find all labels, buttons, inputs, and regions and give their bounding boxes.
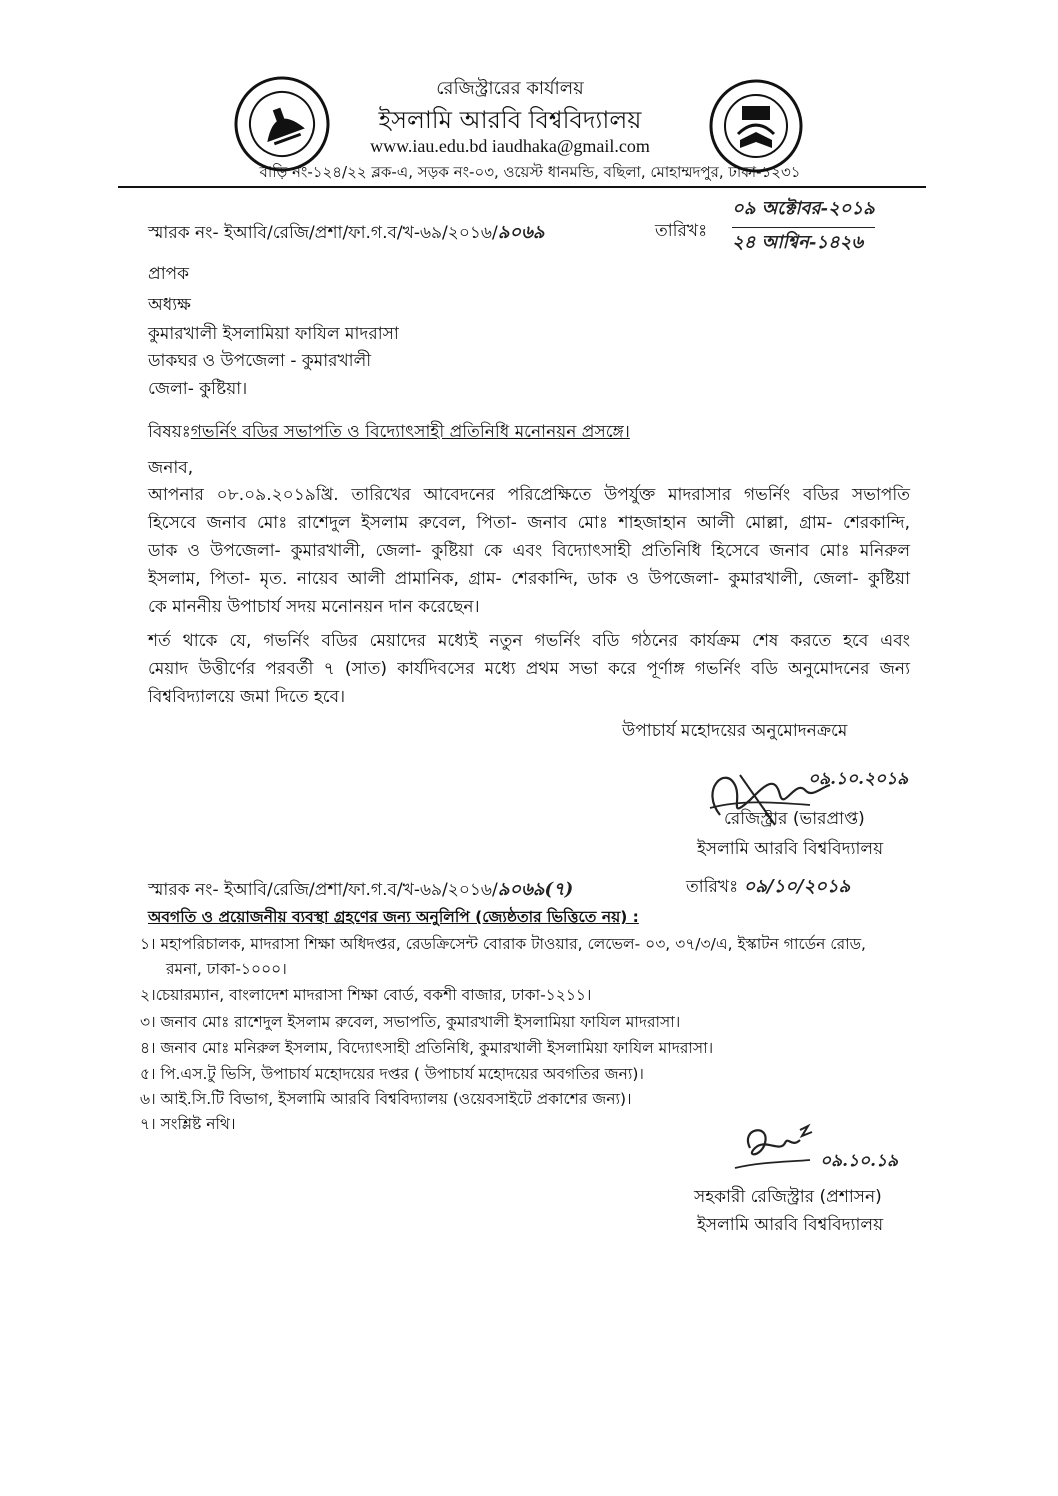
copy-ref-number: ৯০৬৯(৭) [497,879,574,900]
paragraph-line: আপনার ০৮.০৯.২০১৯খ্রি. তারিখের আবেদনের পরিপ্রেক্ষিতে উপর্যুক্ত মাদরাসার গভর্নিং বডির সভাপতি [148,485,910,505]
copy-heading: অবগতি ও প্রয়োজনীয় ব্যবস্থা গ্রহণের জন্য অনুলিপি (জ্যেষ্ঠতার ভিত্তিতে নয়) : [148,908,639,926]
copy-item: ৬। আই.সি.টি বিভাগ, ইসলামি আরবি বিশ্ববিদ্যালয় (ওয়েবসাইটে প্রকাশের জন্য)। [140,1090,632,1108]
memo-ref-number: ৯০৬৯ [497,222,545,243]
recipient-district: জেলা- কুষ্টিয়া। [148,379,248,399]
memo-ref-label: স্মারক নং- ইআবি/রেজি/প্রশা/ফা.গ.ব/খ-৬৯/২০১৬/ [148,223,498,243]
subject-line [148,419,630,447]
memo-date-bangla: ২৪ আশ্বিন-১৪২৬ [732,232,864,253]
subject-label: বিষয়ঃ [148,422,191,442]
registrar-signature-date: ০৯.১০.২০১৯ [808,769,909,789]
copy-item: ২।চেয়ারম্যান, বাংলাদেশ মাদরাসা শিক্ষা বোর্ড, বকশী বাজার, ঢাকা-১২১১। [140,986,592,1004]
assistant-registrar-signature-date: ০৯.১০.১৯ [820,1151,899,1171]
assistant-registrar-title: সহকারী রেজিস্ট্রার (প্রশাসন) [694,1187,882,1207]
memo-reference [148,218,544,249]
recipient-post: ডাকঘর ও উপজেলা - কুমারখালী [148,351,372,371]
paragraph-line: ইসলাম, পিতা- মৃত. নায়েব আলী প্রামানিক, গ্রাম- শেরকান্দি, ডাক ও উপজেলা- কুমারখালী, জেলা- কুষ্টিয়া [148,569,910,589]
copy-reference [148,875,573,906]
recipient-label: প্রাপক [148,264,190,284]
assistant-registrar-org: ইসলামি আরবি বিশ্ববিদ্যালয় [697,1215,884,1235]
header-rule [118,186,926,188]
copy-item: ৪। জনাব মোঃ মনিরুল ইসলাম, বিদ্যোৎসাহী প্রতিনিধি, কুমারখালী ইসলামিয়া ফাযিল মাদরাসা। [140,1039,714,1057]
memo-date-label: তারিখঃ [655,221,708,241]
recipient-org: কুমারখালী ইসলামিয়া ফাযিল মাদরাসা [148,324,399,344]
paragraph-line: কে মাননীয় উপাচার্য সদয় মনোনয়ন দান করেছেন। [148,597,480,617]
body-paragraph-1 [148,481,910,621]
paragraph-line: ডাক ও উপজেলা- কুমারখালী, জেলা- কুষ্টিয়া কে এবং বিদ্যোৎসাহী প্রতিনিধি হিসেবে জনাব মোঃ মনিরুল [148,541,910,561]
copy-item: ৭। সংশ্লিষ্ট নথি। [140,1115,236,1133]
copy-date-value: ০৯/১০/২০১৯ [743,876,851,897]
web-email: www.iau.edu.bd iaudhaka@gmail.com [370,136,650,156]
copy-item: ৩। জনাব মোঃ রাশেদুল ইসলাম রুবেল, সভাপতি, কুমারখালী ইসলামিয়া ফাযিল মাদরাসা। [140,1013,681,1031]
address-line: বাড়ি নং-১২৪/২২ ব্লক-এ, সড়ক নং-০৩, ওয়েস্ট ধানমন্ডি, বছিলা, মোহাম্মদপুর, ঢাকা-১২৩১ [259,163,801,181]
copy-item: ১। মহাপরিচালক, মাদরাসা শিক্ষা অধিদপ্তর, রেডক্রিসেন্ট বোরাক টাওয়ার, লেভেল- ০৩, ৩৭/৩/এ, ইস্কাটন গার্ডেন রোড, [140,935,866,953]
copy-item: রমনা, ঢাকা-১০০০। [166,960,287,978]
university-name: ইসলামি আরবি বিশ্ববিদ্যালয় [378,106,642,134]
copy-item: ৫। পি.এস.টু ভিসি, উপাচার্য মহোদয়ের দপ্তর ( উপাচার্য মহোদয়ের অবগতির জন্য)। [140,1065,644,1083]
subject-text: গভর্নিং বডির সভাপতি ও বিদ্যোৎসাহী প্রতিনিধি মনোনয়ন প্রসঙ্গে। [190,422,630,442]
paragraph-line: বিশ্ববিদ্যালয়ে জমা দিতে হবে। [148,687,346,707]
approval-note: উপাচার্য মহোদয়ের অনুমোদনক্রমে [622,721,848,741]
copy-date-label: তারিখঃ [686,877,739,897]
copy-ref-label: স্মারক নং- ইআবি/রেজি/প্রশা/ফা.গ.ব/খ-৬৯/২০১৬/ [148,880,498,900]
memo-date-gregorian: ০৯ অক্টোবর-২০১৯ [732,194,875,228]
paragraph-line: হিসেবে জনাব মোঃ রাশেদুল ইসলাম রুবেল, পিতা- জনাব মোঃ শাহজাহান আলী মোল্লা, গ্রাম- শেরকান্দি, [148,513,910,533]
copy-date [686,872,850,903]
registrar-title: রেজিস্ট্রার (ভারপ্রাপ্ত) [724,809,865,829]
salutation: জনাব, [148,458,194,478]
paragraph-line: মেয়াদ উত্তীর্ণের পরবর্তী ৭ (সাত) কার্যদিবসের মধ্যে প্রথম সভা করে পূর্ণাঙ্গ গভর্নিং বডি অনুমোদনের জন্য [148,659,910,679]
body-paragraph-2 [148,627,910,711]
office-name: রেজিস্ট্রারের কার্যালয় [436,78,584,99]
paragraph-line: শর্ত থাকে যে, গভর্নিং বডির মেয়াদের মধ্যেই নতুন গভর্নিং বডি গঠনের কার্যক্রম শেষ করতে হবে এবং [148,631,910,651]
recipient-title: অধ্যক্ষ [148,295,191,315]
registrar-org: ইসলামি আরবি বিশ্ববিদ্যালয় [697,839,884,859]
